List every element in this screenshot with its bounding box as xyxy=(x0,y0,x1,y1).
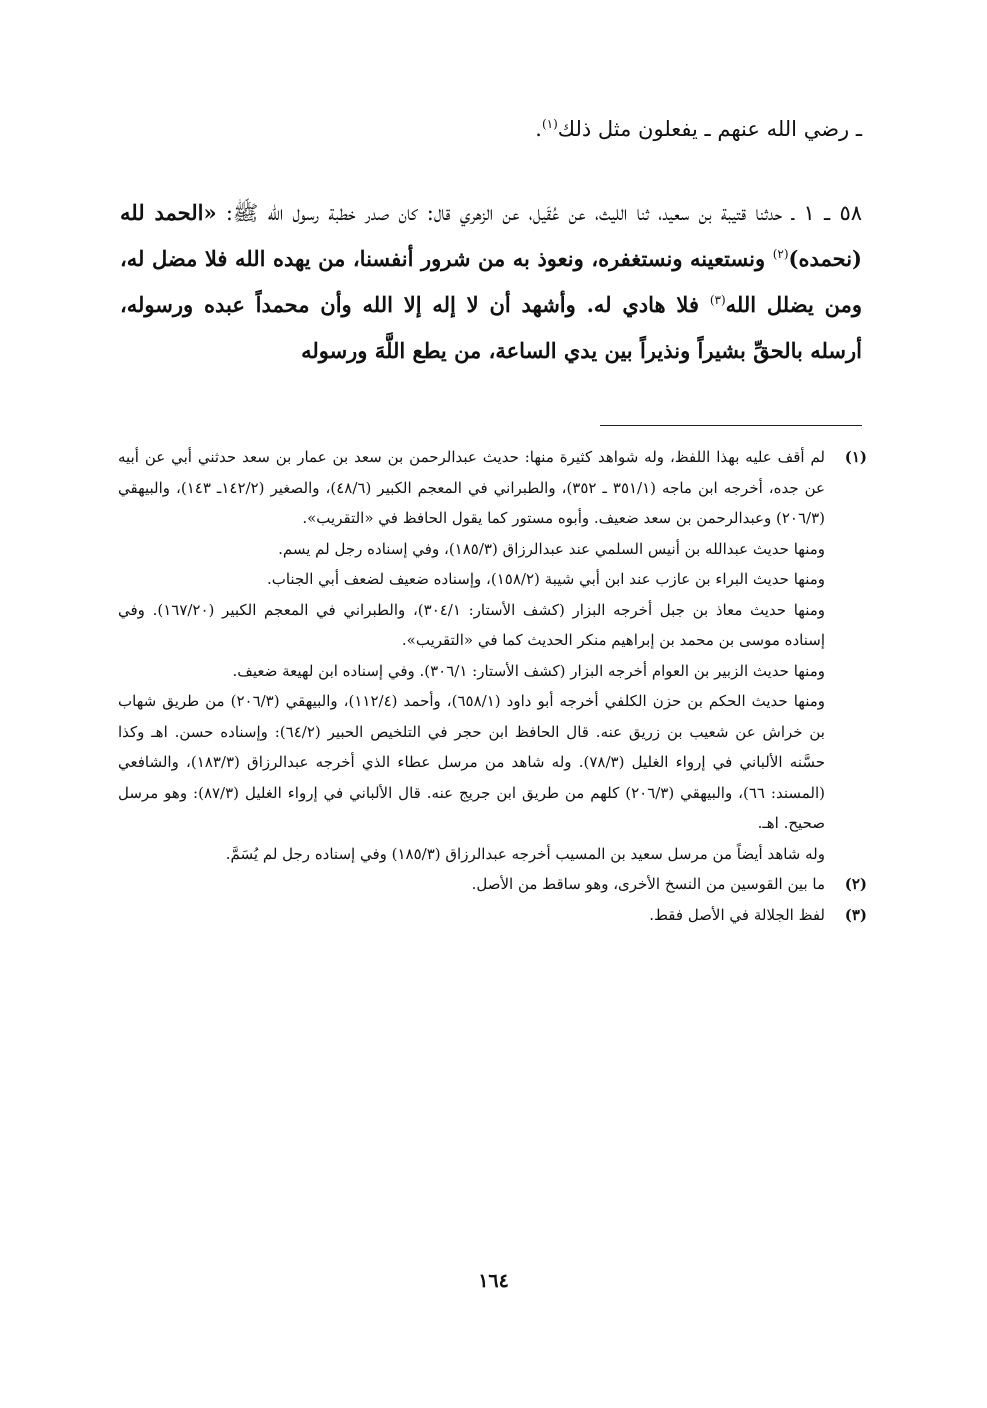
footnote-paragraph: لفظ الجلالة في الأصل فقط. xyxy=(649,905,825,924)
hadith-intro: ٥٨ ـ ١ ـ حدثنا قتيبة بن سعيد، ثنا الليث، عن عُقَيل، عن الزهري قال: كان صدر خطبة رسول الله ﷺ: xyxy=(216,201,862,225)
footnote-ref-1: (١) xyxy=(541,117,558,131)
footnote-number: (١) xyxy=(844,448,867,466)
footnote-paragraph: ومنها حديث البراء بن عازب عند ابن أبي شيبة (١٥٨/٢)، وإسناده ضعيف لضعف أبي الجناب. xyxy=(266,570,825,588)
footnote-1 xyxy=(118,442,867,869)
continuation-text: ـ رضي الله عنهم ـ يفعلون مثل ذلك xyxy=(557,117,862,141)
footnote-number: (٢) xyxy=(844,875,867,893)
page-number: ١٦٤ xyxy=(478,1270,509,1292)
footnote-paragraph: ما بين القوسين من النسخ الأخرى، وهو ساقط من الأصل. xyxy=(471,875,825,893)
main-text xyxy=(120,106,862,374)
footnote-paragraph: ومنها حديث عبدالله بن أنيس السلمي عند عبدالرزاق (١٨٥/٣)، وفي إسناده رجل لم يسم. xyxy=(278,539,825,558)
footnote-separator xyxy=(600,425,862,426)
continuation-line xyxy=(120,106,862,152)
hadith-text-2: ونستعينه ونستغفره، ونعوذ به من شرور أنفسنا، من يهده الله فلا مضل له، ومن يضلل الله xyxy=(120,246,862,317)
footnote-3 xyxy=(118,900,867,931)
continuation-end: . xyxy=(535,117,542,141)
footnote-paragraph: ومنها حديث الحكم بن حزن الكلفي أخرجه أبو داود (٦٥٨/١)، وأحمد (١١٢/٤)، والبيهقي (٢٠٦/٣) من طريق شهاب بن خراش عن شعيب بن زريق عنه. قال الحافظ ابن حجر في التلخيص الحبير (٦٤/٢): وإسناده حسن. اهـ وكذا حسَّنه الألباني في إرواء الغليل (٧٨/٣). وله شاهد من مرسل عطاء الذي أخرجه عبدالرزاق (١٨٣/٣)، والشافعي (المسند: ٦٦)، والبيهقي (٢٠٦/٣) كلهم من طريق ابن جريج عنه. قال الألباني في إرواء الغليل (٨٧/٣): وهو مرسل صحيح. اهـ. xyxy=(118,692,826,832)
footnote-ref-2: (٢) xyxy=(772,247,789,261)
footnote-body xyxy=(118,900,825,931)
hadith-text-3: فلا هادي له. وأشهد أن لا إله إلا الله وأن محمداً عبده ورسوله، أرسله بالحقِّ بشيراً ونذيراً بين يدي الساعة، من يطع اللَّهَ ورسوله xyxy=(120,292,862,363)
footnote-ref-3: (٣) xyxy=(709,293,726,307)
footnotes xyxy=(118,442,867,930)
footnote-number: (٣) xyxy=(844,905,867,924)
footnote-paragraph: ومنها حديث الزبير بن العوام أخرجه البزار (كشف الأستار: ٣٠٦/١). وفي إسناده ابن لهيعة ضعيف. xyxy=(232,661,825,680)
footnote-paragraph: وله شاهد أيضاً من مرسل سعيد بن المسيب أخرجه عبدالرزاق (١٨٥/٣) وفي إسناده رجل لم يُسَمَّ. xyxy=(225,844,825,863)
footnote-paragraph: لم أقف عليه بهذا اللفظ، وله شواهد كثيرة منها: حديث عبدالرحمن بن سعد بن عمار بن سعد حدثني أبي عن أبيه عن جده، أخرجه ابن ماجه (٣٥١/١ ـ ٣٥٢)، والطبراني في المعجم الكبير (٤٨/٦)، والصغير (١٤٢/٢ـ ١٤٣)، والبيهقي (٢٠٦/٣) وعبدالرحمن بن سعد ضعيف. وأبوه مستور كما يقول الحافظ في «التقريب». xyxy=(118,448,825,527)
hadith-paragraph xyxy=(120,190,862,374)
footnote-body xyxy=(118,869,825,900)
footnote-paragraph: ومنها حديث معاذ بن جبل أخرجه البزار (كشف الأستار: ٣٠٤/١)، والطبراني في المعجم الكبير (١٦٧/٢٠). وفي إسناده موسى بن محمد بن إبراهيم منكر الحديث كما في «التقريب». xyxy=(118,600,826,649)
hadith-text-1: «الحمد لله (نحمده) xyxy=(120,200,862,271)
footnote-2 xyxy=(118,869,867,900)
footnote-body xyxy=(118,442,825,869)
